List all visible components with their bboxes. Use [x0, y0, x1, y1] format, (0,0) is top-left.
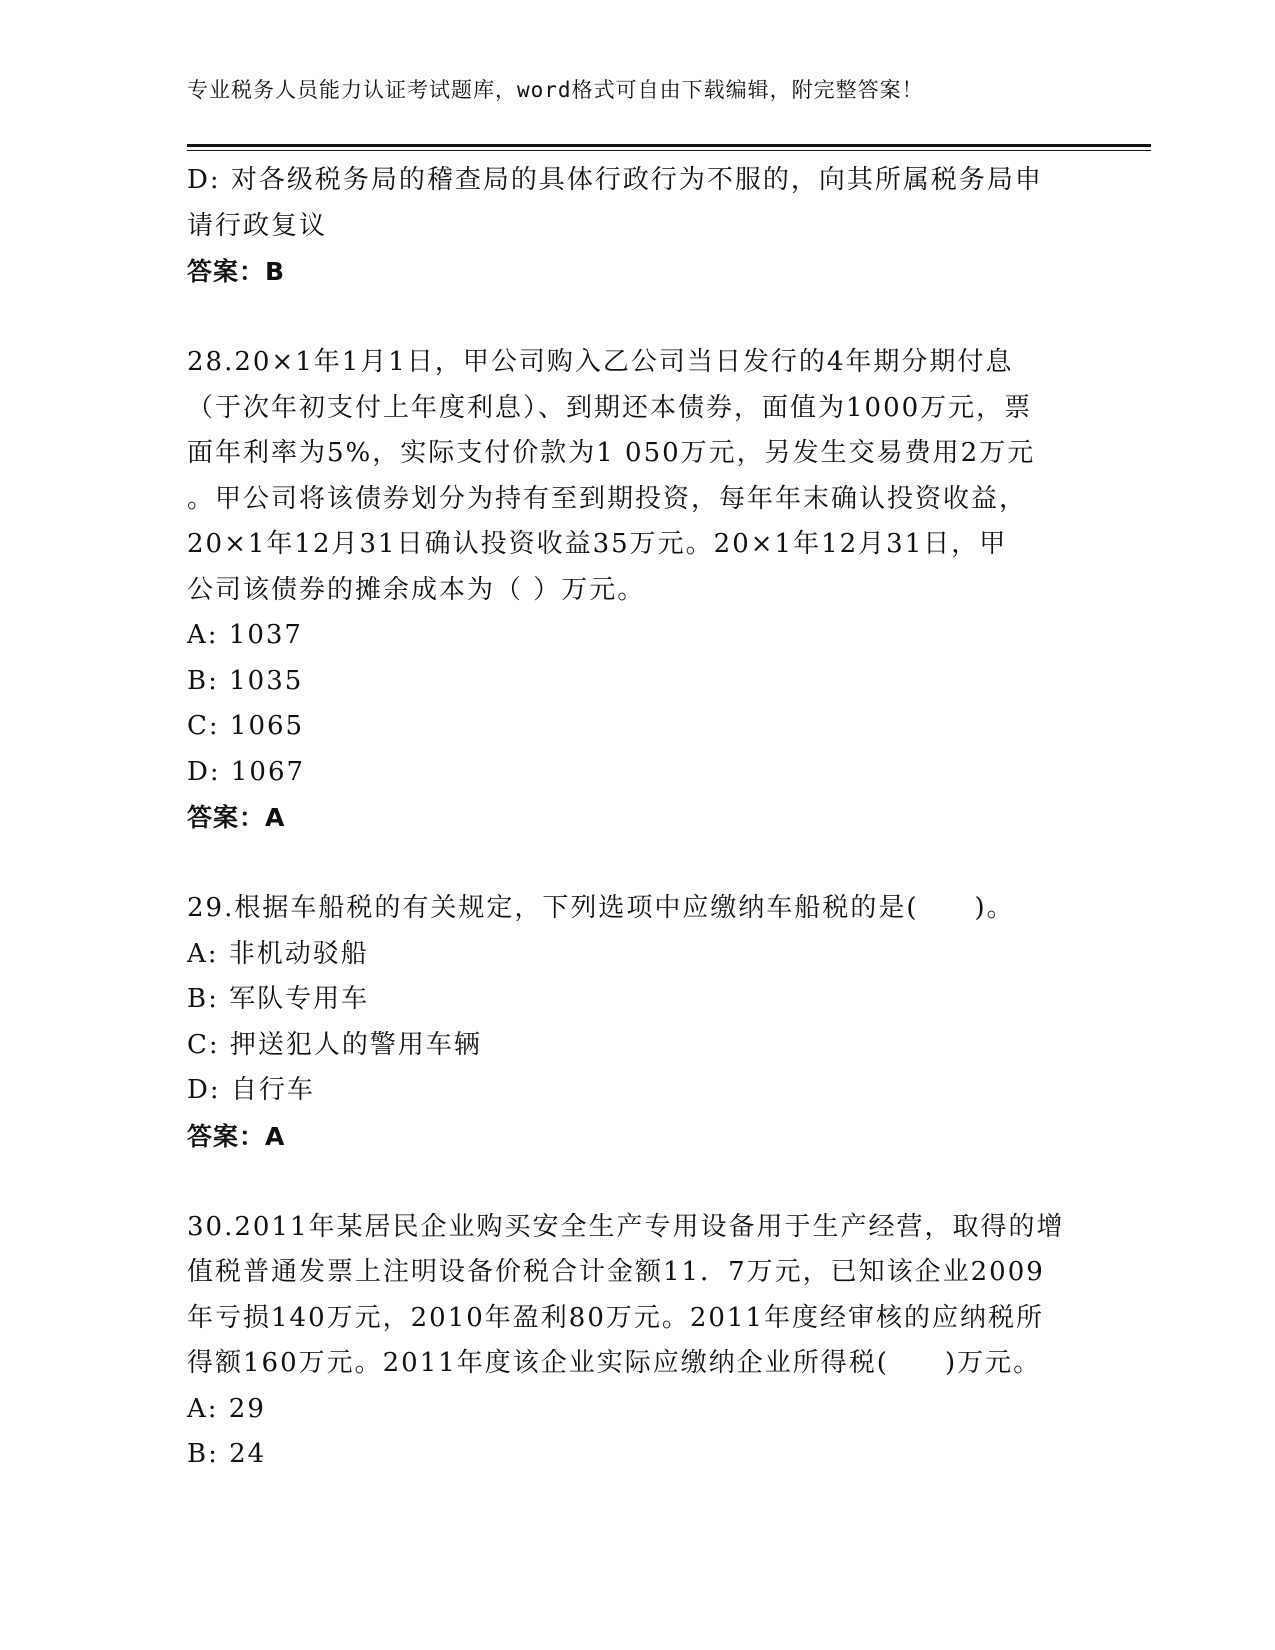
option-d: D: 1067: [187, 756, 306, 787]
question-stem-line: 公司该债券的摊余成本为（ ）万元。: [187, 574, 646, 605]
answer-label: 答案：A: [187, 803, 286, 832]
option-d-line: 请行政复议: [187, 210, 328, 241]
option-b: B: 1035: [187, 665, 304, 696]
option-b: B: 军队专用车: [187, 984, 370, 1014]
question-28: [187, 340, 1087, 841]
option-a: A: 1037: [187, 620, 303, 650]
header-rule-thin: [187, 150, 1151, 151]
spacer: [187, 295, 1087, 341]
option-a: A: 非机动驳船: [187, 938, 369, 969]
spacer: [187, 841, 1087, 887]
document-body: [187, 158, 1087, 1478]
page-header: 专业税务人员能力认证考试题库，word格式可自由下载编辑，附完整答案！: [187, 78, 924, 102]
option-c: C: 1065: [187, 711, 305, 741]
answer-label: 答案：A: [187, 1121, 286, 1151]
option-d: D: 自行车: [187, 1075, 315, 1105]
question-stem-line: 。甲公司将该债券划分为持有至到期投资，每年年末确认投资收益，: [187, 483, 1028, 514]
question-stem-line: 30.2011年某居民企业购买安全生产专用设备用于生产经营，取得的增: [187, 1211, 1065, 1242]
option-b: B: 24: [187, 1439, 267, 1469]
option-c: C: 押送犯人的警用车辆: [187, 1029, 482, 1060]
option-d-line: D: 对各级税务局的稽查局的具体行政行为不服的，向其所属税务局申: [187, 165, 1043, 195]
prev-question: [187, 158, 1087, 295]
spacer: [187, 1159, 1087, 1205]
question-stem-line: 值税普通发票上注明设备价税合计金额11．7万元，已知该企业2009: [187, 1257, 1045, 1287]
header-rule-thick: [187, 144, 1151, 147]
question-stem-line: 28.20×1年1月1日，甲公司购入乙公司当日发行的4年期分期付息: [187, 347, 1014, 377]
question-29: [187, 886, 1087, 1159]
question-stem-line: （于次年初支付上年度利息）、到期还本债券，面值为1000万元，票: [187, 392, 1033, 423]
question-30: [187, 1205, 1087, 1478]
question-stem-line: 20×1年12月31日确认投资收益35万元。20×1年12月31日，甲: [187, 529, 1008, 559]
question-stem-line: 得额160万元。2011年度该企业实际应缴纳企业所得税( )万元。: [187, 1348, 1042, 1378]
answer-label: 答案：B: [187, 257, 286, 286]
question-stem-line: 年亏损140万元，2010年盈利80万元。2011年度经审核的应纳税所: [187, 1302, 1045, 1333]
option-a: A: 29: [187, 1393, 266, 1424]
question-stem-line: 面年利率为5%，实际支付价款为1 050万元，另发生交易费用2万元: [187, 438, 1036, 468]
question-stem-line: 29.根据车船税的有关规定，下列选项中应缴纳车船税的是( )。: [187, 893, 1015, 923]
